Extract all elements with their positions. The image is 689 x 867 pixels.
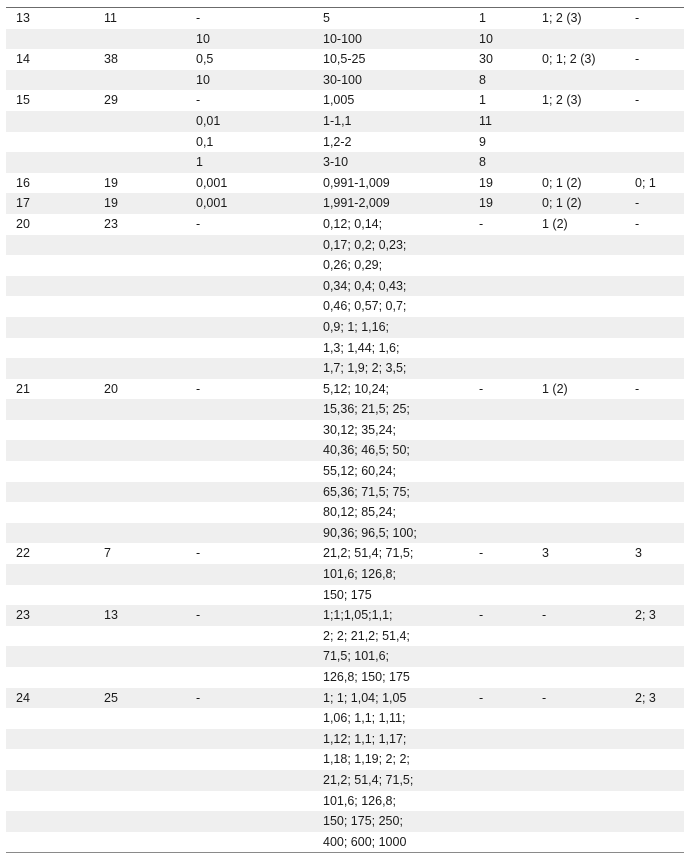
table-cell: 21,2; 51,4; 71,5;	[323, 546, 414, 561]
table-cell: -	[479, 381, 484, 396]
table-row	[6, 255, 684, 276]
table-cell: 29	[104, 93, 118, 108]
table-cell: 0,17; 0,2; 0,23;	[323, 237, 407, 252]
table-row	[6, 791, 684, 812]
table-row	[6, 502, 684, 523]
table-cell: 14	[16, 52, 30, 67]
data-table	[6, 7, 684, 853]
table-cell: 1,005	[323, 93, 355, 108]
table-cell: 25	[104, 690, 118, 705]
table-cell: 1; 2 (3)	[542, 11, 582, 25]
table-cell: 24	[16, 690, 30, 705]
table-row	[6, 296, 684, 317]
table-cell: 1 (2)	[542, 381, 568, 396]
table-cell: 90,36; 96,5; 100;	[323, 525, 417, 540]
table-cell: 13	[104, 608, 118, 623]
table-cell: 0,001	[196, 196, 228, 211]
table-cell: 0,001	[196, 175, 228, 190]
table-cell: -	[635, 196, 640, 211]
table-cell: 3-10	[323, 155, 349, 170]
table-cell: 1; 1; 1,04; 1,05	[323, 690, 407, 705]
table-cell: -	[196, 690, 201, 705]
table-cell: 2; 3	[635, 608, 656, 623]
table-row	[6, 626, 684, 647]
table-cell: -	[635, 11, 640, 25]
table-cell: 0; 1 (2)	[542, 175, 582, 190]
table-cell: 2; 3	[635, 690, 656, 705]
table-row	[6, 8, 684, 29]
table-cell: -	[196, 608, 201, 623]
table-cell: 65,36; 71,5; 75;	[323, 484, 410, 499]
table-row	[6, 193, 684, 214]
table-cell: 1,12; 1,1; 1,17;	[323, 731, 407, 746]
table-cell: 101,6; 126,8;	[323, 793, 396, 808]
table-row	[6, 770, 684, 791]
table-cell: 20	[104, 381, 118, 396]
table-row	[6, 29, 684, 50]
table-cell: 10	[196, 31, 210, 46]
table-cell: 1,06; 1,1; 1,11;	[323, 711, 406, 726]
table-cell: 0,26; 0,29;	[323, 258, 383, 273]
table-row	[6, 276, 684, 297]
table-cell: 1,2-2	[323, 134, 352, 149]
table-cell: 5,12; 10,24;	[323, 381, 390, 396]
table-cell: -	[196, 93, 201, 108]
table-cell: 11	[104, 11, 117, 25]
table-row	[6, 317, 684, 338]
table-row	[6, 379, 684, 400]
table-cell: 40,36; 46,5; 50;	[323, 443, 410, 458]
table-cell: 1	[479, 11, 486, 25]
table-cell: 21,2; 51,4; 71,5;	[323, 772, 414, 787]
table-cell: 10	[479, 31, 493, 46]
table-cell: 30	[479, 52, 493, 67]
table-cell: 0,01	[196, 113, 221, 128]
table-cell: 0; 1; 2 (3)	[542, 52, 596, 67]
table-cell: 1,18; 1,19; 2; 2;	[323, 752, 410, 767]
table-cell: -	[479, 546, 484, 561]
table-cell: -	[196, 546, 201, 561]
table-cell: 10	[196, 72, 210, 87]
table-cell: 1-1,1	[323, 113, 352, 128]
table-cell: 22	[16, 546, 30, 561]
table-cell: 19	[479, 196, 493, 211]
table-row	[6, 90, 684, 111]
table-row	[6, 111, 684, 132]
table-cell: 23	[104, 216, 118, 231]
table-cell: -	[479, 216, 484, 231]
table-cell: 101,6; 126,8;	[323, 567, 396, 582]
table-cell: 23	[16, 608, 30, 623]
table-cell: 0,34; 0,4; 0,43;	[323, 278, 407, 293]
table-cell: 1,3; 1,44; 1,6;	[323, 340, 400, 355]
table-cell: 13	[16, 11, 30, 25]
table-row	[6, 811, 684, 832]
table-row	[6, 235, 684, 256]
table-cell: -	[479, 690, 484, 705]
table-row	[6, 605, 684, 626]
table-cell: -	[196, 381, 201, 396]
table-row	[6, 214, 684, 235]
table-cell: 1 (2)	[542, 216, 568, 231]
table-cell: 0,991-1,009	[323, 175, 390, 190]
table-cell: 0,9; 1; 1,16;	[323, 319, 390, 334]
table-cell: 1; 2 (3)	[542, 93, 582, 108]
table-cell: 15,36; 21,5; 25;	[323, 402, 410, 417]
table-row	[6, 420, 684, 441]
table-cell: 1	[196, 155, 203, 170]
table-cell: 2; 2; 21,2; 51,4;	[323, 628, 410, 643]
table-cell: 150; 175; 250;	[323, 814, 403, 829]
table-cell: -	[635, 52, 640, 67]
table-cell: 19	[479, 175, 493, 190]
table-cell: 17	[16, 196, 30, 211]
table-cell: 19	[104, 196, 118, 211]
table-cell: 16	[16, 175, 30, 190]
table-cell: -	[479, 608, 484, 623]
table-row	[6, 708, 684, 729]
table-row	[6, 523, 684, 544]
table-cell: -	[635, 216, 640, 231]
table-cell: -	[542, 690, 547, 705]
table-row	[6, 729, 684, 750]
table-cell: 10-100	[323, 31, 362, 46]
table-cell: 8	[479, 155, 486, 170]
table-cell: 0; 1	[635, 175, 656, 190]
table-cell: 0,1	[196, 134, 214, 149]
table-cell: 126,8; 150; 175	[323, 670, 410, 684]
table-cell: 7	[104, 546, 111, 561]
table-cell: 150; 175	[323, 587, 372, 602]
table-row	[6, 564, 684, 585]
table-cell: 8	[479, 72, 486, 87]
table-row	[6, 646, 684, 667]
table-row	[6, 461, 684, 482]
table-cell: 21	[16, 381, 30, 396]
table-row	[6, 49, 684, 70]
table-row	[6, 399, 684, 420]
table-row	[6, 585, 684, 606]
table-row	[6, 358, 684, 379]
table-cell: 38	[104, 52, 118, 67]
table-cell: -	[635, 381, 640, 396]
table-cell: 1,991-2,009	[323, 196, 390, 211]
table-cell: 1	[479, 93, 486, 108]
table-cell: 19	[104, 175, 118, 190]
table-cell: 0; 1 (2)	[542, 196, 582, 211]
table-cell: 80,12; 85,24;	[323, 505, 396, 520]
table-cell: 9	[479, 134, 486, 149]
table-cell: 1,7; 1,9; 2; 3,5;	[323, 361, 407, 376]
table-cell: 30-100	[323, 72, 362, 87]
table-cell: 20	[16, 216, 30, 231]
table-cell: 15	[16, 93, 30, 108]
table-cell: 1;1;1,05;1,1;	[323, 608, 393, 623]
table-cell: 0,5	[196, 52, 214, 67]
table-cell: 3	[635, 546, 642, 561]
table-row	[6, 667, 684, 688]
table-cell: 55,12; 60,24;	[323, 464, 396, 479]
table-cell: 30,12; 35,24;	[323, 422, 396, 437]
table-row	[6, 70, 684, 91]
table-row	[6, 152, 684, 173]
table-row	[6, 132, 684, 153]
table-row	[6, 173, 684, 194]
table-cell: 11	[479, 113, 492, 128]
table-row	[6, 688, 684, 709]
table-cell: 71,5; 101,6;	[323, 649, 390, 664]
table-row	[6, 543, 684, 564]
table-cell: 10,5-25	[323, 52, 366, 67]
table-cell: 0,46; 0,57; 0,7;	[323, 299, 407, 314]
table-row	[6, 749, 684, 770]
table-row	[6, 338, 684, 359]
table-row	[6, 440, 684, 461]
table-cell: 3	[542, 546, 549, 561]
table-row	[6, 832, 684, 853]
table-cell: 5	[323, 11, 330, 25]
table-row	[6, 482, 684, 503]
table-cell: 400; 600; 1000	[323, 834, 407, 849]
table-cell: 0,12; 0,14;	[323, 216, 383, 231]
table-cell: -	[196, 11, 201, 25]
table-cell: -	[635, 93, 640, 108]
table-cell: -	[196, 216, 201, 231]
table-cell: -	[542, 608, 547, 623]
